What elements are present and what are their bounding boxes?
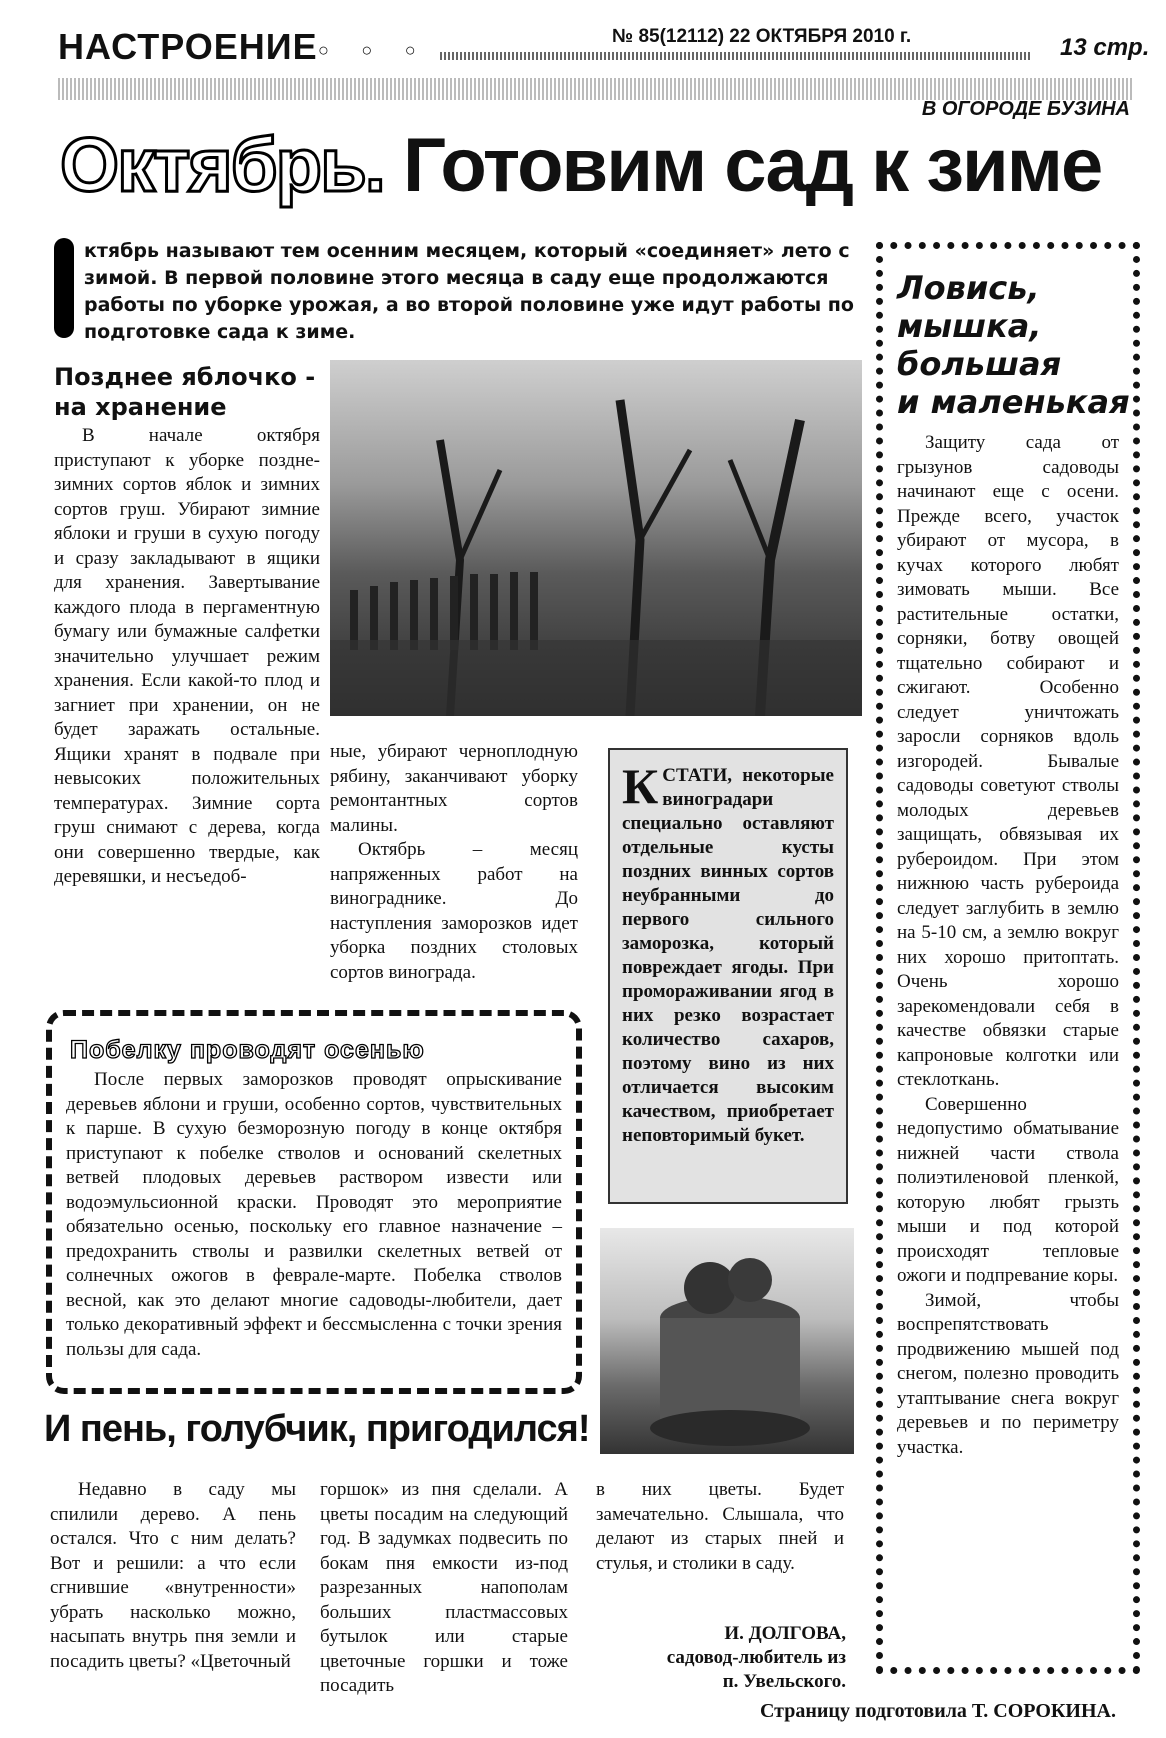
sidebar-p2: Совершенно недопустимо обматывание нижней части ствола полиэтиленовой пленкой, которую любят грызть мыши и под которой происходят тепловые ожоги и подпревание коры. — [897, 1093, 1119, 1286]
article1-col2 — [330, 740, 578, 985]
sidebar-p1: Защиту сада от грызунов садоводы начинают еще с осени. Прежде всего, участок убирают от мусора, в кучах которого любят зимовать мыши. Все растительные остатки, сорняки, ботву овощей тщательно собирают и сжигают. Особенно следует уничтожать заросли сорняков вдоль изгородей. Бывалые садоводы советуют стволы молодых деревьев защищать, обвязывая их рубероидом. При этом нижнюю часть рубероида следует заглубить в землю на 5-10 см, а землю вокруг них хорошо притоптать. Очень хорошо зарекомендовали себя в качестве обвязки старые капроновые колготки или стеклоткань. — [897, 432, 1119, 1090]
rubric: НАСТРОЕНИЕ — [58, 26, 318, 67]
sidebar-title-line2: мышка, — [897, 307, 1042, 345]
sidebar-box — [876, 242, 1140, 1674]
whitewash-text: После первых заморозков проводят опрыскивание деревьев яблони и груши, особенно сортов, чувствительных к парше. В сухую безморозную погоду в конце октября приступают к побелке стволов и оснований скелетных ветвей плодовых деревьев раствором извести или водоэмульсионной краски. Проводят это мероприятие обязательно осенью, поскольку его главное назначение – предохранить стволы и развилки скелетных ветвей от солнечных ожогов в феврале-марте. Побелка стволов весной, как это делают многие садоводы-любители, дает только декоративный эффект и бессмысленна с точки зрения пользы для сада. — [66, 1069, 562, 1360]
lead — [54, 238, 874, 346]
article1-title-line2: на хранение — [54, 393, 227, 421]
author-name: И. ДОЛГОВА, — [724, 1623, 846, 1644]
whitewash-text-block — [66, 1068, 562, 1362]
section-label: В ОГОРОДЕ БУЗИНА — [921, 98, 1130, 120]
header-dots: ○ ○ ○ — [318, 40, 430, 60]
whitewash-title: Побелку проводят осенью — [70, 1036, 425, 1064]
author-desc1: садовод-любитель из — [666, 1647, 846, 1668]
garden-photo — [330, 360, 862, 716]
kstati-box — [608, 748, 848, 1204]
headline-part1: Октябрь. — [60, 123, 384, 208]
sidebar-title-line3: большая — [897, 345, 1062, 383]
article1-title-line1: Позднее яблочко - — [54, 363, 316, 391]
kstati-text: СТАТИ, некоторые виноградари специально оставляют отдельные кусты поздних винных сортов неубранными до первого сильного заморозка, который повреждает ягоды. При промораживании ягод в них резко возрастает количество сахаров, поэтому вино из них отличается высоким качеством, приобретает неповторимый букет. — [622, 765, 834, 1146]
stump-col2 — [320, 1478, 568, 1699]
article1-col1 — [54, 424, 320, 890]
stump-author — [596, 1622, 846, 1694]
sidebar-title-line4: и маленькая — [897, 383, 1130, 421]
stump-col1-text: Недавно в саду мы спилили дерево. А пень остался. Что с ним делать? Вот и решили: а что если сгнившие «внутренности» убрать насколько можно, насыпать внутрь пня земли и посадить цветы? «Цветочный — [50, 1479, 296, 1672]
headline — [60, 122, 1101, 209]
page-number: 13 стр. — [1060, 34, 1150, 61]
stump-col1 — [50, 1478, 296, 1674]
whitewash-box — [46, 1010, 582, 1394]
article1-col2-p2: Октябрь – месяц напряженных работ на винограднике. До наступления заморозков идет уборка поздних столовых сортов винограда. — [330, 839, 578, 983]
article1-col2-p1: ные, убирают черноплодную рябину, заканчивают уборку ремонтантных сортов малины. — [330, 741, 578, 836]
issue-info: № 85(12112) 22 ОКТЯБРЯ 2010 г. — [612, 26, 912, 47]
article1-title — [54, 362, 324, 422]
stump-photo-shape — [600, 1228, 854, 1454]
page-credit: Страницу подготовила Т. СОРОКИНА. — [760, 1700, 1116, 1722]
sidebar-text — [897, 431, 1119, 1460]
header-band — [58, 78, 1132, 100]
stump-col2-text: горшок» из пня сделали. А цветы посадим на следующий год. В задумках подвесить по бокам пня емкости из-под разрезанных напополам больших пластмассовых бутылок или старые цветочные горшки и тоже посадить — [320, 1479, 568, 1696]
garden-photo-trees — [330, 360, 862, 716]
stump-col3 — [596, 1478, 844, 1576]
stump-photo — [600, 1228, 854, 1454]
author-desc2: п. Увельского. — [722, 1671, 846, 1692]
sidebar-p3: Зимой, чтобы воспрепятствовать продвижению мышей под снегом, полезно проводить утаптывание снега вокруг деревьев и по периметру участка. — [897, 1289, 1119, 1458]
header-rule — [440, 52, 1030, 60]
kstati-text-block — [610, 750, 846, 1162]
article1-col1-text: В начале октября приступают к уборке позднезимних сортов яблок и зимних сортов груш. Убирают зимние яблоки и груши в сухую погоду и сразу закладывают в ящики для хранения. Завертывание каждого плода в пергаментную бумагу или бумажные салфетки значительно улучшает режим хранения. Если какой-то плод и загниет при хранении, он не будет заражать остальные. Ящики хранят в подвале при невысоких положительных температурах. Зимние сорта груш снимают с дерева, когда они совершенно твердые, как деревяшки, и несъедоб- — [54, 425, 320, 887]
kstati-initial: К — [622, 758, 659, 814]
sidebar-title-line1: Ловись, — [897, 269, 1040, 307]
stump-article-title: И пень, голубчик, пригодился! — [44, 1408, 590, 1450]
headline-part2: Готовим сад к зиме — [383, 123, 1102, 208]
lead-text: ктябрь называют тем осенним месяцем, который «соединяет» лето с зимой. В первой половине этого месяца в саду еще продолжаются работы по уборке урожая, а во второй половине уже идут работы по подготовке сада к зиме. — [84, 240, 854, 343]
dropcap-o — [54, 238, 74, 338]
sidebar-title — [897, 269, 1130, 421]
stump-col3-text: в них цветы. Будет замечательно. Слышала, что делают из старых пней и стулья, и столики в саду. — [596, 1479, 844, 1574]
